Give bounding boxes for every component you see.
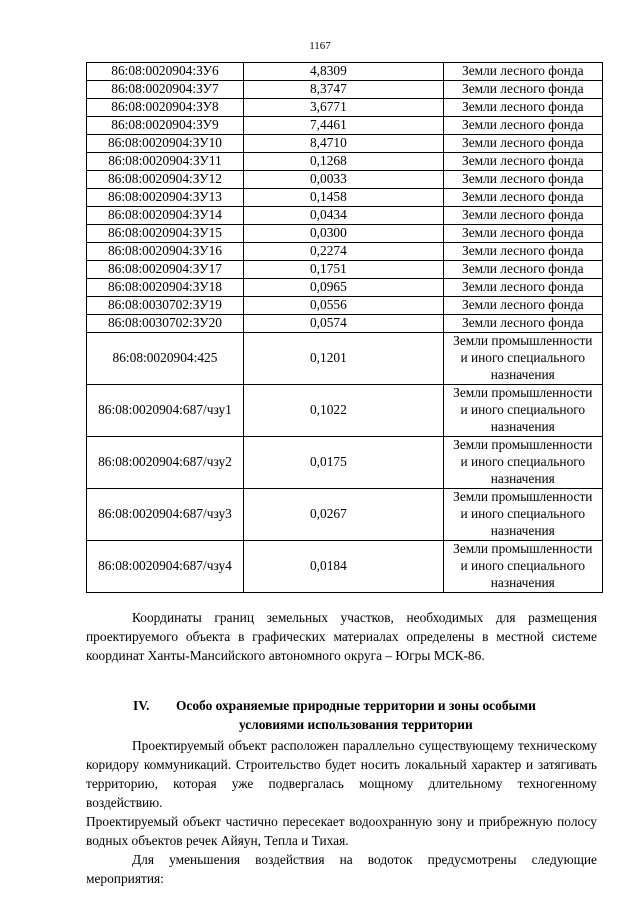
parcel-area-cell: 0,0184 [243,541,443,593]
parcel-area-cell: 0,1268 [243,153,443,171]
parcel-id-cell: 86:08:0030702:ЗУ19 [87,297,244,315]
category-line: и иного специального [460,558,586,574]
parcel-id-cell: 86:08:0020904:ЗУ18 [87,279,244,297]
parcel-id-cell: 86:08:0020904:687/чзу3 [87,489,244,541]
table-row [87,279,603,297]
table-row [87,225,603,243]
parcel-area-cell: 4,8309 [243,63,443,81]
category-line: назначения [490,366,555,382]
table-row [87,333,603,385]
parcel-id-cell: 86:08:0020904:ЗУ14 [87,207,244,225]
table-row [87,63,603,81]
parcel-area-cell: 8,3747 [243,81,443,99]
parcel-category-cell: Земли лесного фонда [443,63,602,81]
table-row [87,297,603,315]
parcel-area-cell: 0,0574 [243,315,443,333]
parcel-category-cell: Земли лесного фонда [443,171,602,189]
parcel-category-cell: Земли лесного фонда [443,207,602,225]
parcel-id-cell: 86:08:0020904:ЗУ13 [87,189,244,207]
parcel-category-cell: Земли лесного фонда [443,117,602,135]
parcel-id-cell: 86:08:0020904:ЗУ8 [87,99,244,117]
parcel-id-cell: 86:08:0020904:ЗУ10 [87,135,244,153]
coordinates-paragraph: Координаты границ земельных участков, необходимых для размещения проектируемого объекта в графических материалах определены в местной системе координат Ханты-Мансийского автономного округа – Югры МСК-86. [86,610,597,663]
parcel-area-cell: 0,0267 [243,489,443,541]
parcel-category-cell [443,333,602,385]
parcel-id-cell: 86:08:0020904:687/чзу4 [87,541,244,593]
parcel-id-cell: 86:08:0020904:687/чзу2 [87,437,244,489]
category-line: Земли промышленности [453,541,593,557]
parcel-id-cell: 86:08:0020904:ЗУ16 [87,243,244,261]
parcel-category-cell: Земли лесного фонда [443,315,602,333]
category-line: назначения [490,418,555,434]
parcel-category-cell: Земли лесного фонда [443,243,602,261]
parcel-area-cell: 0,0033 [243,171,443,189]
category-line: назначения [490,522,555,538]
parcel-area-cell: 0,1201 [243,333,443,385]
parcel-id-cell: 86:08:0020904:425 [87,333,244,385]
category-line: и иного специального [460,454,586,470]
table-row [87,437,603,489]
parcel-id-cell: 86:08:0020904:ЗУ7 [87,81,244,99]
parcel-id-cell: 86:08:0020904:ЗУ15 [87,225,244,243]
parcel-category-cell: Земли лесного фонда [443,135,602,153]
parcel-id-cell: 86:08:0020904:ЗУ12 [87,171,244,189]
parcel-area-cell: 8,4710 [243,135,443,153]
category-line: Земли промышленности [453,385,593,401]
parcel-id-cell: 86:08:0020904:ЗУ9 [87,117,244,135]
parcel-id-cell: 86:08:0020904:687/чзу1 [87,385,244,437]
parcel-area-cell: 3,6771 [243,99,443,117]
category-line: назначения [490,470,555,486]
parcel-area-cell: 0,0434 [243,207,443,225]
parcel-area-cell: 0,1751 [243,261,443,279]
parcel-category-cell: Земли лесного фонда [443,225,602,243]
table-row [87,99,603,117]
section-title-line2: условиями использования территории [239,717,473,732]
category-line: Земли промышленности [453,489,593,505]
paragraph-corridor: Проектируемый объект расположен параллельно существующему техническому коридору коммуникаций. Строительство будет носить локальный характер и затягивать территорию, которая уже подвергалась мощному длительному техногенному воздействию. [86,738,597,810]
table-row [87,315,603,333]
parcel-category-cell: Земли лесного фонда [443,261,602,279]
category-line: и иного специального [460,350,586,366]
table-row [87,385,603,437]
category-line: Земли промышленности [453,437,593,453]
category-line: и иного специального [460,506,586,522]
parcel-id-cell: 86:08:0030702:ЗУ20 [87,315,244,333]
parcel-id-cell: 86:08:0020904:ЗУ11 [87,153,244,171]
section-title-line1: Особо охраняемые природные территории и зоны особыми [176,698,536,713]
table-row [87,81,603,99]
parcel-category-cell [443,489,602,541]
table-row [87,153,603,171]
table-row [87,489,603,541]
paragraph-measures: Для уменьшения воздействия на водоток предусмотрены следующие мероприятия: [86,852,597,886]
category-line: Земли промышленности [453,333,593,349]
parcel-area-cell: 0,0556 [243,297,443,315]
parcel-category-cell: Земли лесного фонда [443,279,602,297]
section-number: IV. [133,698,150,713]
parcel-category-cell [443,437,602,489]
parcel-category-cell: Земли лесного фонда [443,81,602,99]
parcel-area-cell: 0,1458 [243,189,443,207]
parcel-area-cell: 0,0300 [243,225,443,243]
table-row [87,135,603,153]
parcel-id-cell: 86:08:0020904:ЗУ17 [87,261,244,279]
page-number: 1167 [309,40,331,52]
parcel-category-cell [443,385,602,437]
parcel-id-cell: 86:08:0020904:ЗУ6 [87,63,244,81]
parcel-area-cell: 0,0175 [243,437,443,489]
table-row [87,541,603,593]
parcel-category-cell: Земли лесного фонда [443,153,602,171]
parcel-area-cell: 0,0965 [243,279,443,297]
parcel-area-cell: 0,1022 [243,385,443,437]
table-row [87,171,603,189]
paragraph-water-zone: Проектируемый объект частично пересекает водоохранную зону и прибрежную полосу водных объектов речек Айяун, Тепла и Тихая. [86,814,597,848]
parcel-area-cell: 0,2274 [243,243,443,261]
table-row [87,261,603,279]
parcel-category-cell: Земли лесного фонда [443,189,602,207]
category-line: назначения [490,574,555,590]
parcel-category-cell [443,541,602,593]
parcel-category-cell: Земли лесного фонда [443,99,602,117]
table-row [87,189,603,207]
table-row [87,243,603,261]
parcel-area-cell: 7,4461 [243,117,443,135]
table-row [87,117,603,135]
parcel-category-cell: Земли лесного фонда [443,297,602,315]
land-parcels-table [86,62,603,593]
category-line: и иного специального [460,402,586,418]
table-row [87,207,603,225]
